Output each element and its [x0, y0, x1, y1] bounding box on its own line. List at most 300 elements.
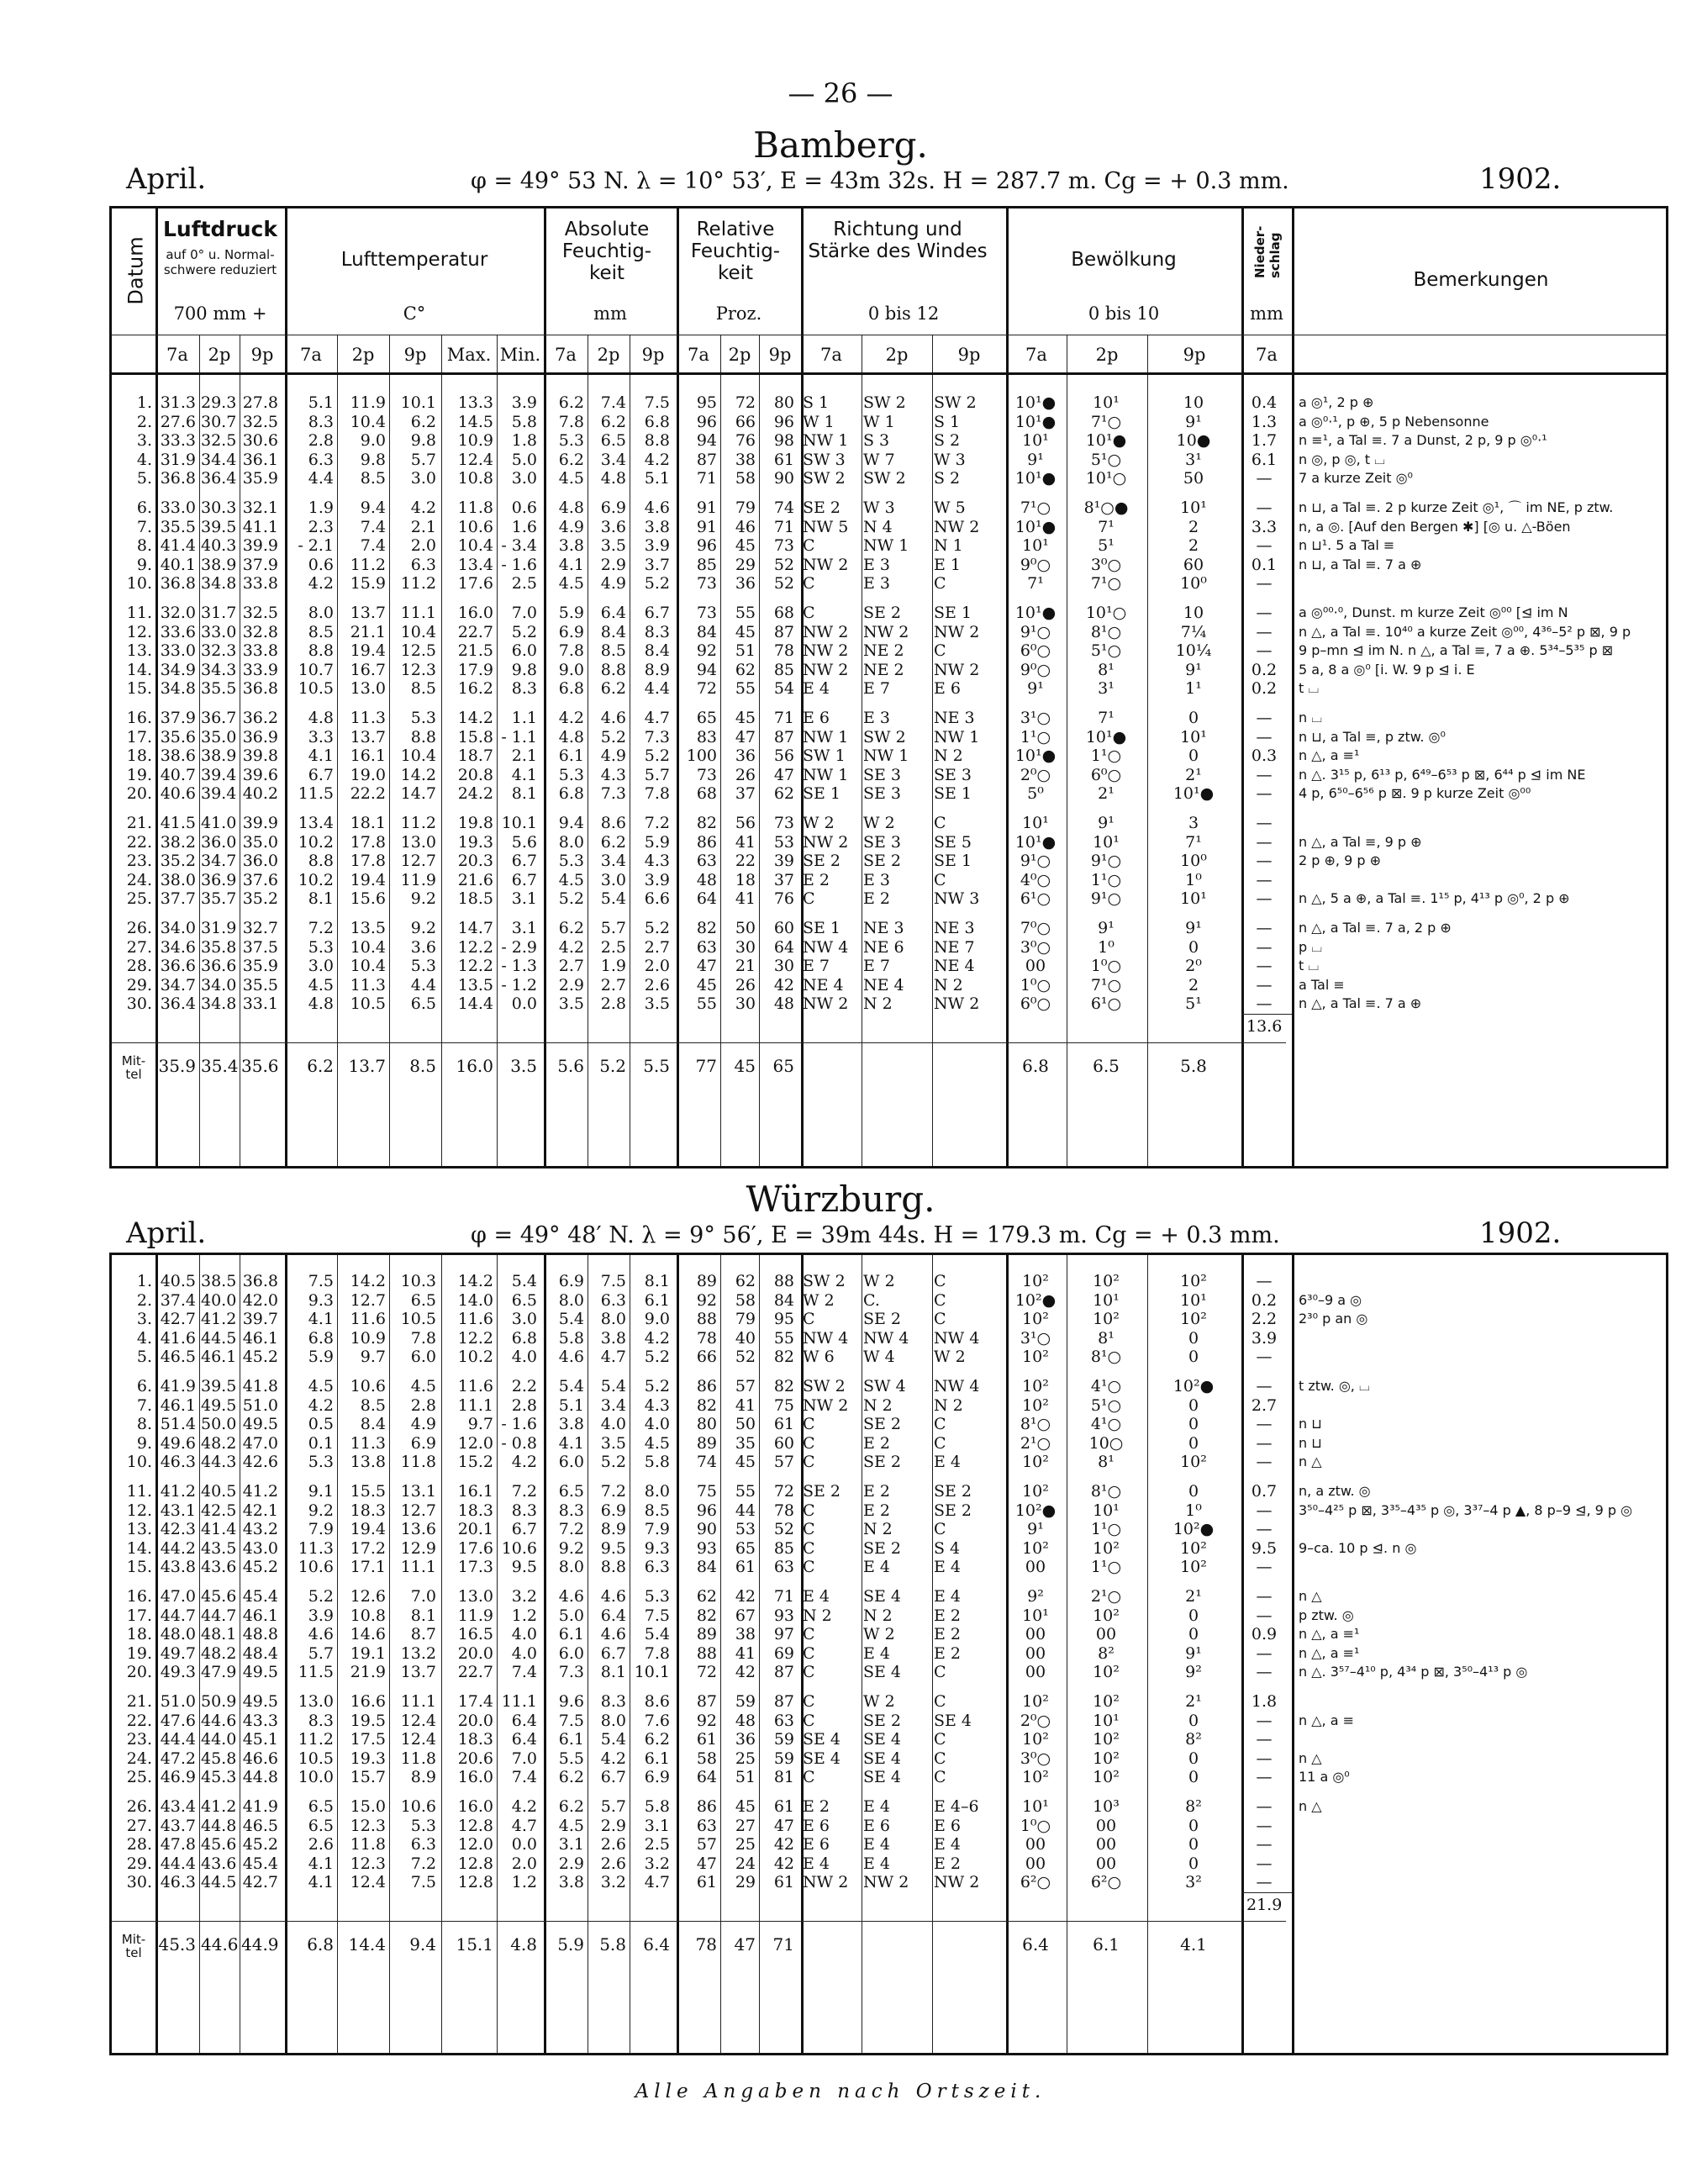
table-cell: 25.	[126, 889, 152, 909]
table-cell: 5.3	[410, 957, 436, 976]
table-cell: 3.0	[308, 957, 334, 976]
mittel-value: 35.6	[241, 1056, 279, 1076]
table-cell: 12.7	[350, 1290, 386, 1310]
table-cell: 0.0	[511, 1835, 537, 1854]
table-cell: SW 4	[863, 1377, 906, 1395]
table-cell: 16.	[126, 1587, 152, 1606]
table-cell: 59	[735, 1692, 756, 1711]
table-cell: W 2	[863, 1272, 895, 1290]
table-cell: 10²	[1022, 1730, 1049, 1749]
table-cell: E 2	[803, 870, 830, 889]
table-cell: 4.8	[600, 469, 626, 488]
table-cell: 7.5	[600, 1272, 626, 1290]
mittel-value: 6.4	[643, 1934, 670, 1955]
table-row	[112, 889, 1666, 908]
table-cell: 3.	[136, 1310, 152, 1329]
table-cell: 35.6	[160, 727, 196, 746]
table-cell: 18	[735, 870, 756, 889]
table-cell: —	[1256, 1768, 1273, 1787]
table-cell: 10¹●	[1014, 832, 1057, 852]
table-cell: 4.4	[644, 679, 670, 699]
table-cell: 7.4	[511, 1663, 537, 1682]
table-cell: 11.	[126, 1482, 152, 1501]
table-cell: 10.4	[400, 746, 436, 766]
table-cell: NW 1	[863, 746, 909, 766]
table-cell: 5.3	[308, 1453, 334, 1472]
table-cell: 4.6	[308, 1625, 334, 1644]
table-cell: 7.8	[558, 412, 584, 431]
table-cell: 34.3	[201, 660, 237, 679]
table-cell: 7¹○	[1090, 574, 1122, 593]
mittel-value: 5.8	[1180, 1056, 1207, 1076]
table-cell: 21.5	[457, 641, 493, 661]
table-cell: 41.2	[242, 1482, 278, 1501]
table-cell: NE 4	[803, 975, 844, 994]
table-cell: 44.4	[160, 1730, 196, 1749]
table-cell: —	[1256, 870, 1273, 889]
table-cell: 55	[773, 1328, 794, 1348]
table-cell: 8.1	[308, 889, 334, 909]
table-cell: 5.	[136, 469, 152, 488]
table-cell: 4.6	[644, 499, 670, 517]
table-cell: 61	[773, 450, 794, 469]
nieder-unit: mm	[1250, 303, 1283, 324]
rel-feucht-header: Relative Feuchtig- keit	[690, 219, 781, 284]
table-cell: 8.5	[360, 1395, 386, 1415]
table-row	[112, 413, 1666, 431]
mittel-value: 13.7	[348, 1056, 386, 1076]
table-cell: 8.3	[644, 622, 670, 641]
table-row	[112, 1663, 1666, 1681]
table-cell: 5¹○	[1090, 450, 1122, 469]
table-cell: 12.3	[350, 1854, 386, 1873]
table-cell: 6.9	[644, 1768, 670, 1787]
table-cell: 41.6	[160, 1328, 196, 1348]
table-cell: 75	[696, 1482, 717, 1501]
table-cell: C	[934, 641, 946, 661]
remark-cell: n △. 3¹⁵ p, 6¹³ p, 6⁴⁹–6⁵³ p ⊠, 6⁴⁴ p ⊴ im NE	[1299, 766, 1586, 783]
table-cell: 20.0	[457, 1711, 493, 1730]
table-cell: 35	[735, 1433, 756, 1453]
table-cell: 46.1	[201, 1348, 237, 1367]
table-cell: 10¹●	[1014, 604, 1057, 622]
table-cell: SE 2	[803, 499, 841, 517]
table-cell: 1.	[136, 393, 152, 412]
table-cell: 100	[686, 746, 717, 766]
table-cell: 10¹	[1022, 814, 1049, 832]
table-cell: 33.0	[160, 641, 196, 661]
table-cell: 40.0	[201, 1290, 237, 1310]
table-cell: C	[934, 814, 946, 832]
table-cell: 60	[773, 919, 794, 937]
table-cell: 41.2	[201, 1797, 237, 1816]
table-cell: 12.9	[400, 1538, 436, 1558]
table-cell: SE 4	[863, 1587, 902, 1606]
table-cell: 9¹○	[1020, 622, 1051, 641]
table-cell: 10.6	[501, 1538, 537, 1558]
table-cell: 89	[696, 1625, 717, 1644]
table-cell: NW 4	[934, 1328, 980, 1348]
mittel-value: 16.0	[456, 1056, 493, 1076]
table-cell: —	[1256, 709, 1273, 727]
table-cell: 7¼	[1180, 622, 1207, 641]
table-cell: 67	[735, 1606, 756, 1625]
table-cell: 37.4	[160, 1290, 196, 1310]
table-cell: 8.0	[558, 1558, 584, 1577]
table-cell: 4⁰○	[1020, 870, 1051, 889]
remark-cell: 9 p–mn ⊴ im N. n △, a Tal ≡, 7 a ⊕. 5³⁴–5³⁵ p ⊠	[1299, 642, 1614, 659]
table-cell: N 2	[863, 1606, 893, 1625]
table-cell: 9.8	[511, 660, 537, 679]
table-cell: 39.4	[201, 765, 237, 784]
table-cell: S 4	[934, 1538, 961, 1558]
table-cell: 39.4	[201, 784, 237, 804]
table-cell: 8.8	[308, 852, 334, 871]
table-cell: 43.8	[160, 1558, 196, 1577]
table-cell: 51	[735, 641, 756, 661]
table-cell: SE 4	[863, 1749, 902, 1768]
table-cell: 72	[696, 1663, 717, 1682]
table-cell: 5.4	[600, 1730, 626, 1749]
table-cell: SE 4	[803, 1730, 841, 1749]
table-cell: 10¹	[1093, 1290, 1120, 1310]
table-cell: 45.4	[242, 1587, 278, 1606]
table-cell: 3.3	[1251, 517, 1278, 536]
table-cell: 0	[1188, 1854, 1199, 1873]
remark-cell: 7 a kurze Zeit ◎⁰	[1299, 470, 1413, 487]
table-cell: 34.8	[201, 994, 237, 1014]
table-cell: 44	[735, 1501, 756, 1520]
wind-header: Richtung und Stärke des Windes	[808, 219, 988, 262]
table-cell: 44.5	[201, 1328, 237, 1348]
table-cell: 4.5	[644, 1433, 670, 1453]
table-cell: 6.9	[558, 622, 584, 641]
remark-cell: 9–ca. 10 p ⊴. n ◎	[1299, 1539, 1417, 1556]
table-cell: 42.7	[160, 1310, 196, 1329]
table-cell: 38.5	[201, 1272, 237, 1290]
table-cell: 8.9	[644, 660, 670, 679]
table-cell: 36	[735, 574, 756, 593]
table-cell: 22.	[126, 1711, 152, 1730]
table-cell: 39.9	[242, 536, 278, 556]
table-cell: 52	[773, 555, 794, 574]
table-row	[112, 1329, 1666, 1348]
table-cell: 4.1	[511, 765, 537, 784]
table-cell: NW 1	[863, 536, 909, 556]
table-cell: 1.9	[600, 957, 626, 976]
table-cell: —	[1256, 1415, 1273, 1434]
table-cell: 1.7	[1251, 431, 1278, 451]
table-cell: 5.2	[558, 889, 584, 909]
time-subheader: 2p	[885, 345, 909, 365]
table-cell: NW 1	[803, 765, 849, 784]
table-cell: 6.5	[600, 431, 626, 451]
table-cell: 10	[1183, 393, 1204, 412]
table-row	[112, 1749, 1666, 1768]
table-cell: 10.4	[457, 536, 493, 556]
table-cell: 7.5	[644, 393, 670, 412]
table-cell: 0.2	[1251, 1290, 1278, 1310]
table-cell: 3.1	[511, 919, 537, 937]
table-cell: NW 2	[803, 832, 849, 852]
table-cell: 5.7	[600, 1797, 626, 1816]
table-cell: 13.6	[400, 1520, 436, 1539]
table-cell: 3²	[1185, 1873, 1202, 1892]
table-cell: 00	[1025, 1663, 1046, 1682]
table-cell: 0.1	[1251, 555, 1278, 574]
table-cell: 2.8	[308, 431, 334, 451]
table-cell: —	[1256, 604, 1273, 622]
table-cell: 14.2	[350, 1272, 386, 1290]
table-cell: 43.4	[160, 1797, 196, 1816]
table-cell: 88	[696, 1310, 717, 1329]
table-cell: C	[803, 604, 815, 622]
table-cell: 4.2	[600, 1749, 626, 1768]
table-cell: 74	[773, 499, 794, 517]
table-cell: S 3	[863, 431, 890, 451]
table-cell: —	[1256, 622, 1273, 641]
table-cell: 10.4	[350, 412, 386, 431]
table-cell: 7.2	[511, 1482, 537, 1501]
table-cell: 43.6	[201, 1854, 237, 1873]
table-cell: 21.6	[457, 870, 493, 889]
sum-rule	[1241, 1892, 1292, 1893]
table-cell: 79	[735, 1310, 756, 1329]
table-row	[112, 871, 1666, 889]
table-cell: SE 2	[863, 852, 902, 871]
table-cell: 16.1	[457, 1482, 493, 1501]
table-cell: 33.0	[160, 499, 196, 517]
table-cell: —	[1256, 957, 1273, 976]
table-cell: 36.1	[242, 450, 278, 469]
table-cell: 6.5	[308, 1816, 334, 1835]
table-cell: 76	[773, 889, 794, 909]
remark-cell: n △, a Tal ≡. 7 a ⊕	[1299, 995, 1422, 1012]
table-cell: 16.0	[457, 1768, 493, 1787]
table-cell: 49.3	[160, 1663, 196, 1682]
table-cell: 00	[1095, 1625, 1117, 1644]
table-cell: 12.0	[457, 1835, 493, 1854]
table-cell: - 1.6	[501, 1415, 537, 1434]
table-cell: 13.0	[400, 832, 436, 852]
table-cell: 16.6	[350, 1692, 386, 1711]
table-cell: 3.9	[644, 536, 670, 556]
table-cell: 6.4	[511, 1730, 537, 1749]
table-cell: E 4	[934, 1558, 961, 1577]
luftdruck-unit: 700 mm +	[173, 303, 267, 324]
table-cell: 0	[1188, 1606, 1199, 1625]
table-cell: E 4	[863, 1558, 890, 1577]
table-cell: 50	[735, 919, 756, 937]
table-cell: 30.	[126, 994, 152, 1014]
table-cell: 16.5	[457, 1625, 493, 1644]
table-cell: 54	[773, 679, 794, 699]
table-cell: 10¹●	[1014, 393, 1057, 412]
table-cell: 12.2	[457, 1328, 493, 1348]
table-cell: 9.7	[467, 1415, 493, 1434]
table-cell: 17.9	[457, 660, 493, 679]
table-cell: 48.4	[242, 1643, 278, 1663]
table-cell: 2.5	[644, 1835, 670, 1854]
table-cell: 55	[735, 1482, 756, 1501]
table-cell: 40.3	[201, 536, 237, 556]
table-row	[112, 1692, 1666, 1711]
table-cell: 5.7	[644, 765, 670, 784]
table-cell: 38.6	[160, 746, 196, 766]
table-cell: 8.8	[644, 431, 670, 451]
table-cell: 21.	[126, 814, 152, 832]
table-cell: 28.	[126, 1835, 152, 1854]
table-cell: S 1	[934, 412, 961, 431]
table-cell: 52	[735, 1348, 756, 1367]
table-cell: 73	[696, 604, 717, 622]
table-cell: 42	[773, 975, 794, 994]
table-cell: 13.7	[350, 727, 386, 746]
table-cell: 2¹○	[1090, 1587, 1122, 1606]
table-cell: 4.2	[511, 1797, 537, 1816]
table-cell: 2.3	[308, 517, 334, 536]
table-cell: 7⁰○	[1020, 919, 1051, 937]
table-cell: 42.7	[242, 1873, 278, 1892]
remark-cell: 4 p, 6⁵⁰–6⁵⁶ p ⊠. 9 p kurze Zeit ◎⁰⁰	[1299, 785, 1531, 802]
table-cell: 12.8	[457, 1854, 493, 1873]
table-cell: 10○	[1088, 1433, 1124, 1453]
table-cell: 5.3	[410, 1816, 436, 1835]
table-cell: 4.	[136, 1328, 152, 1348]
table-cell: 37	[773, 870, 794, 889]
table-cell: 61	[773, 1797, 794, 1816]
table-cell: 34.7	[160, 975, 196, 994]
table-cell: 5¹	[1185, 994, 1202, 1014]
table-cell: 8²	[1098, 1643, 1115, 1663]
table-cell: 15.	[126, 679, 152, 699]
table-cell: 7.2	[644, 814, 670, 832]
table-cell: 8.9	[410, 1768, 436, 1787]
table-cell: 16.2	[457, 679, 493, 699]
table-cell: 13.5	[350, 919, 386, 937]
table-cell: 10.8	[350, 1606, 386, 1625]
table-cell: 4.7	[644, 709, 670, 727]
table-cell: —	[1256, 1643, 1273, 1663]
table-cell: —	[1256, 1816, 1273, 1835]
table-cell: 16.	[126, 709, 152, 727]
table-cell: 8²	[1185, 1730, 1202, 1749]
table-cell: 6.0	[558, 1453, 584, 1472]
table-row	[112, 728, 1666, 746]
table-cell: 13.8	[350, 1453, 386, 1472]
table-cell: 2.9	[600, 555, 626, 574]
table-cell: 32.1	[242, 499, 278, 517]
table-cell: 0.4	[1251, 393, 1278, 412]
table-cell: 46.3	[160, 1873, 196, 1892]
table-row	[112, 1396, 1666, 1415]
table-cell: 47	[773, 765, 794, 784]
table-cell: 20.8	[457, 765, 493, 784]
table-cell: 42	[773, 1854, 794, 1873]
table-row	[112, 623, 1666, 641]
table-cell: 47.2	[160, 1749, 196, 1768]
table-cell: 10³	[1093, 1797, 1120, 1816]
table-cell: W 2	[803, 1290, 835, 1310]
table-cell: 20.6	[457, 1749, 493, 1768]
remark-cell: 11 a ◎⁰	[1299, 1769, 1350, 1786]
table-cell: 10²	[1022, 1377, 1049, 1395]
abs-feucht-header: Absolute Feuchtig- keit	[561, 219, 652, 284]
table-cell: 10¹	[1093, 393, 1120, 412]
table-cell: 8.0	[558, 1290, 584, 1310]
table-cell: 51.0	[160, 1692, 196, 1711]
mittel-rule	[112, 1921, 1286, 1922]
table-cell: 10¹	[1180, 889, 1207, 909]
table-cell: 29.	[126, 1854, 152, 1873]
table-cell: 38.9	[201, 555, 237, 574]
table-cell: 44.7	[201, 1606, 237, 1625]
table-cell: 10.2	[298, 870, 334, 889]
table-cell: 14.7	[457, 919, 493, 937]
table-cell: 85	[773, 660, 794, 679]
table-cell: 6.7	[600, 1768, 626, 1787]
table-cell: 88	[696, 1643, 717, 1663]
table-cell: E 6	[803, 709, 830, 727]
table-cell: 63	[773, 1558, 794, 1577]
table-row	[112, 1291, 1666, 1310]
table-cell: 85	[773, 1538, 794, 1558]
table-cell: 6.5	[511, 1290, 537, 1310]
table-cell: 11.8	[400, 1453, 436, 1472]
table-cell: 10¹	[1022, 1606, 1049, 1625]
table-cell: 10⁰	[1180, 852, 1207, 871]
table-cell: 6.4	[600, 604, 626, 622]
table-cell: 48.0	[160, 1625, 196, 1644]
table-cell: E 4–6	[934, 1797, 979, 1816]
table-cell: W 6	[803, 1348, 835, 1367]
table-row	[112, 1835, 1666, 1854]
table-cell: 10.2	[457, 1348, 493, 1367]
table-cell: 4.1	[558, 1433, 584, 1453]
table-cell: 13.7	[350, 604, 386, 622]
remark-cell: 6³⁰–9 a ◎	[1299, 1291, 1362, 1308]
table-cell: 8.8	[600, 660, 626, 679]
table-cell: 2.7	[600, 975, 626, 994]
table-cell: 9.7	[360, 1348, 386, 1367]
remark-cell: n ⊔, a Tal ≡. 2 p kurze Zeit ◎¹, ⌒ im NE, p ztw.	[1299, 499, 1614, 515]
table-cell: C	[803, 1415, 815, 1434]
table-cell: 5.2	[600, 1453, 626, 1472]
table-cell: E 2	[863, 889, 890, 909]
table-cell: 62	[735, 1272, 756, 1290]
table-cell: 0	[1188, 1348, 1199, 1367]
remark-cell: n ⊔	[1299, 1416, 1322, 1432]
table-cell: 6.9	[600, 499, 626, 517]
table-cell: —	[1256, 975, 1273, 994]
table-cell: 48.8	[242, 1625, 278, 1644]
table-cell: 0	[1188, 1749, 1199, 1768]
month-label: April.	[126, 1216, 207, 1250]
table-cell: 19.4	[350, 641, 386, 661]
table-cell: 41	[735, 1395, 756, 1415]
table-cell: 64	[696, 1768, 717, 1787]
table-cell: 17.1	[350, 1558, 386, 1577]
table-cell: 3¹	[1098, 679, 1115, 699]
table-cell: 41.4	[160, 536, 196, 556]
table-cell: 4.9	[558, 517, 584, 536]
table-cell: 10¹	[1022, 536, 1049, 556]
table-cell: 3.1	[644, 1816, 670, 1835]
table-cell: 6.2	[600, 679, 626, 699]
table-cell: —	[1256, 1835, 1273, 1854]
table-cell: —	[1256, 1377, 1273, 1395]
table-cell: 0.6	[511, 499, 537, 517]
